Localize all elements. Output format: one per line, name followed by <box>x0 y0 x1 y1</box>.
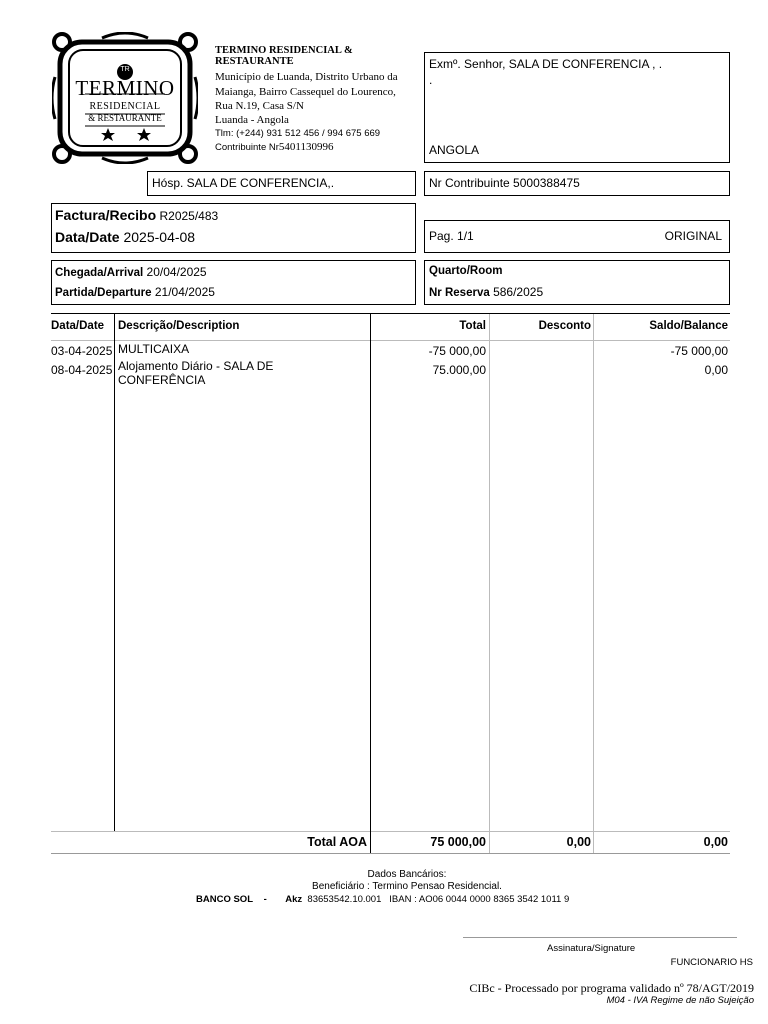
table-top-line <box>51 313 730 314</box>
company-city: Luanda - Angola <box>215 114 289 126</box>
row-date: 03-04-2025 <box>51 344 113 358</box>
row-total: 75.000,00 <box>432 363 486 377</box>
bank-iban: IBAN : AO06 0044 0000 8365 3542 1011 9 <box>389 894 570 905</box>
invoice-box <box>51 203 416 253</box>
row-balance: -75 000,00 <box>670 344 728 358</box>
company-name: TERMINO RESIDENCIAL & RESTAURANTE <box>215 45 353 67</box>
header-description: Descrição/Description <box>118 320 240 332</box>
header-date: Data/Date <box>51 320 105 332</box>
recipient-box <box>424 52 730 163</box>
bank-akz-label: Akz <box>285 894 303 905</box>
departure-date: 21/04/2025 <box>154 285 215 299</box>
vat-regime-text: M04 - IVA Regime de não Sujeição <box>606 995 754 1006</box>
invoice-date-label: Data/Date <box>55 229 120 245</box>
invoice-number-line <box>55 207 218 223</box>
table-header-line <box>51 340 730 341</box>
taxpayer-info <box>429 176 580 190</box>
bank-name: BANCO SOL <box>196 894 253 905</box>
bank-account-line <box>196 894 569 905</box>
table-footer-top-line <box>51 831 730 832</box>
taxpayer-label: Nr Contribuinte <box>429 176 510 190</box>
logo-line2: & RESTAURANTE <box>88 113 162 123</box>
page-number: Pag. 1/1 <box>429 229 474 243</box>
reservation-label: Nr Reserva <box>429 287 490 299</box>
signature-label: Assinatura/Signature <box>547 943 636 954</box>
total-balance: 0,00 <box>703 835 728 849</box>
bank-beneficiary: Beneficiário : Termino Pensao Residencial. <box>312 881 502 892</box>
bank-account: 83653542.10.001 <box>307 894 382 905</box>
company-taxid <box>215 141 333 153</box>
total-label: Total AOA <box>307 835 367 849</box>
recipient-line1: Exmº. Senhor, SALA DE CONFERENCIA , . <box>429 57 663 71</box>
page-box <box>424 220 730 253</box>
room-label: Quarto/Room <box>429 265 503 277</box>
header-discount: Desconto <box>538 320 591 332</box>
col-divider-date <box>114 314 115 831</box>
logo-monogram: TR <box>120 66 130 73</box>
recipient-line2: . <box>429 73 433 87</box>
reservation-number: 586/2025 <box>493 285 544 299</box>
company-taxid-label: Contribuinte Nr <box>215 142 279 153</box>
row-description: MULTICAIXA <box>118 342 190 356</box>
signature-name: FUNCIONARIO HS <box>670 957 753 968</box>
taxpayer-box <box>424 171 730 196</box>
col-divider-discount <box>593 314 594 853</box>
invoice-date-line <box>55 229 195 245</box>
company-taxid-value: 5401130996 <box>278 141 334 153</box>
recipient-country: ANGOLA <box>429 143 480 157</box>
invoice-date: 2025-04-08 <box>123 229 196 245</box>
table-row <box>0 361 768 391</box>
arrival-line <box>55 265 207 279</box>
logo-line1: RESIDENCIAL <box>89 101 161 112</box>
departure-line <box>55 285 215 299</box>
table-row <box>0 343 768 361</box>
header-total: Total <box>459 320 486 332</box>
row-description: Alojamento Diário - SALA DE CONFERÊNCIA <box>118 359 274 387</box>
col-divider-total <box>489 314 490 853</box>
bank-title: Dados Bancários: <box>367 869 447 880</box>
stay-box <box>51 260 416 305</box>
copy-label: ORIGINAL <box>664 229 722 243</box>
total-discount: 0,00 <box>566 835 591 849</box>
arrival-date: 20/04/2025 <box>146 265 207 279</box>
row-total: -75 000,00 <box>428 344 486 358</box>
logo-name: TERMINO <box>75 76 175 100</box>
guest-box <box>147 171 416 196</box>
invoice-type-label: Factura/Recibo <box>55 207 157 223</box>
col-divider-description <box>370 314 371 853</box>
departure-label: Partida/Departure <box>55 287 152 299</box>
total-amount: 75 000,00 <box>430 835 486 849</box>
certification-text: CIBc - Processado por programa validado nº 78/AGT/2019 <box>469 981 754 995</box>
row-date: 08-04-2025 <box>51 363 113 377</box>
invoice-number: R2025/483 <box>159 209 219 223</box>
taxpayer-value: 5000388475 <box>513 176 580 190</box>
room-box <box>424 260 730 305</box>
bank-separator: - <box>263 894 267 905</box>
company-logo <box>52 32 198 164</box>
reservation-line <box>429 285 543 299</box>
guest-label: Hósp. SALA DE CONFERENCIA,. <box>152 176 335 190</box>
signature-line <box>463 937 737 938</box>
table-bottom-line <box>51 853 730 854</box>
company-phone: Tlm: (+244) 931 512 456 / 994 675 669 <box>215 128 381 139</box>
arrival-label: Chegada/Arrival <box>55 267 144 279</box>
header-balance: Saldo/Balance <box>649 320 728 332</box>
row-balance: 0,00 <box>704 363 728 377</box>
company-address: Município de Luanda, Distrito Urbano da Maianga, Bairro Cassequel do Lourenco, Rua N.19, Casa S/N <box>215 71 398 112</box>
